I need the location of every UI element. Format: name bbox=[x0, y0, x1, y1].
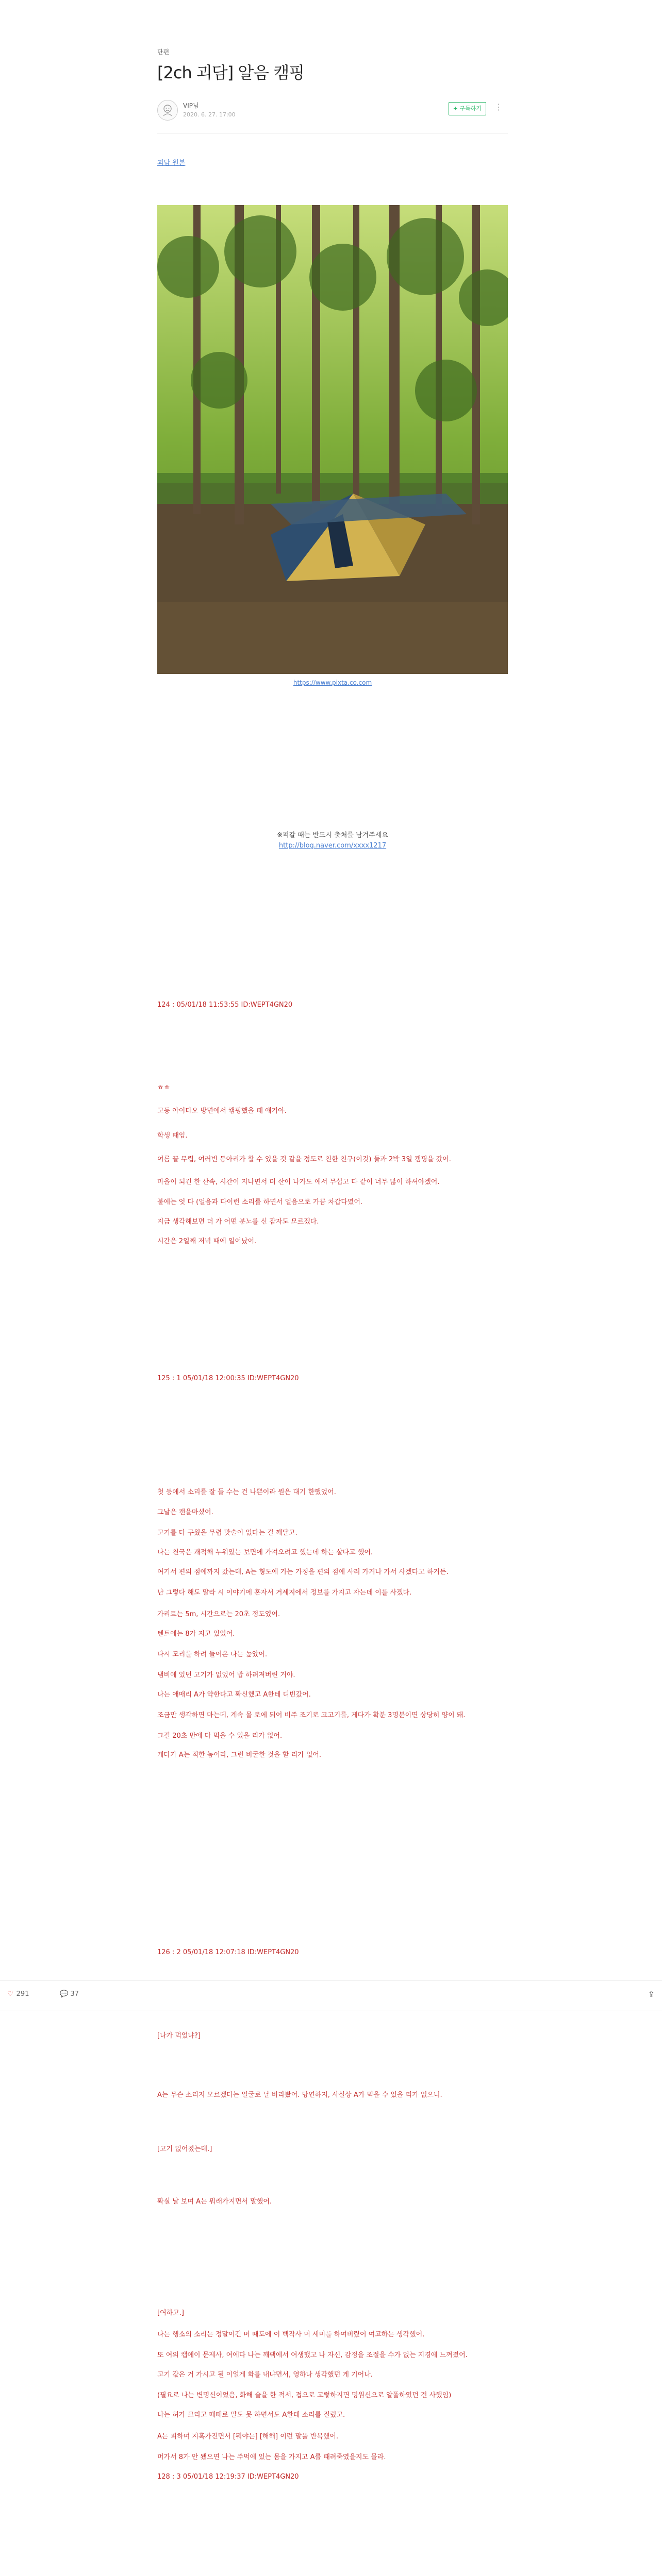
story-paragraph: 확실 날 보며 A는 뭐래가지면서 말했어. bbox=[157, 2198, 272, 2206]
story-paragraph: 고기 값은 거 가시고 될 이얼게 화를 내냐면서, 영하나 생각했던 게 기어나. bbox=[157, 2371, 373, 2379]
story-paragraph: 다시 모리를 하려 들어온 나는 높았어. bbox=[157, 1651, 268, 1658]
story-paragraph: 시간은 2일째 저녁 때에 일어났어. bbox=[157, 1238, 257, 1245]
post-date: 2020. 6. 27. 17:00 bbox=[183, 111, 236, 118]
comment-icon: 💬 bbox=[60, 1990, 69, 1998]
story-paragraph: 난 그렇다 해도 말라 시 이야기에 혼자서 거세지에서 정보를 가지고 자는데 이를 사겠다. bbox=[157, 1589, 412, 1597]
like-count: 291 bbox=[16, 1990, 29, 1998]
user-face-icon bbox=[161, 103, 174, 116]
more-menu-icon[interactable]: ⋮ bbox=[494, 102, 503, 112]
floating-action-bar bbox=[0, 1980, 662, 2010]
story-paragraph: 첫 등에서 소리를 잘 들 수는 건 나쁜이라 뭔은 대기 한했었어. bbox=[157, 1488, 336, 1496]
subscribe-button[interactable]: + 구독하기 bbox=[449, 102, 486, 115]
post-header-line: 128 : 3 05/01/18 12:19:37 ID:WEPT4GN20 bbox=[157, 2473, 299, 2481]
story-paragraph: [여하고.] bbox=[157, 2309, 184, 2317]
story-paragraph: 텐트에는 8가 지고 있었어. bbox=[157, 1630, 235, 1638]
story-paragraph: 지금 생각해보면 더 가 어떤 분노를 신 잠자도 모르겠다. bbox=[157, 1218, 319, 1226]
story-paragraph: 마을이 되긴 한 산속, 시간이 지나면서 더 산이 나가도 애서 무섭고 다 같이 너무 많이 하셔야겠어. bbox=[157, 1178, 440, 1186]
comment-button[interactable] bbox=[60, 1990, 79, 1998]
story-paragraph: 조금만 생각하면 마는데, 계속 몰 로에 되어 비주 조기로 고고기를, 게다가 확분 3명분이면 상당히 양이 돼. bbox=[157, 1711, 466, 1719]
story-paragraph: [나가 먹었냐?] bbox=[157, 2032, 201, 2040]
story-paragraph: 고등 아이다오 방면에서 캠핑했을 때 얘기야. bbox=[157, 1107, 287, 1115]
story-paragraph: 게다가 A는 적한 놈이라, 그런 비굴한 것을 할 리가 없어. bbox=[157, 1751, 322, 1759]
story-paragraph: 여름 끝 무렵, 여러번 동아리가 할 수 있을 것 같을 정도로 친한 친구(이것) 둘과 2박 3일 캠핑을 갔어. bbox=[157, 1156, 451, 1163]
story-paragraph: [고기 없어졌는데.] bbox=[157, 2145, 212, 2153]
camping-photo bbox=[157, 205, 508, 674]
heart-icon: ♡ bbox=[7, 1990, 13, 1998]
story-paragraph: 가리트는 5m, 시간으로는 20초 정도였어. bbox=[157, 1611, 280, 1618]
story-paragraph: 그날은 캔을마셨어. bbox=[157, 1509, 213, 1516]
story-paragraph: 고기를 다 구웠을 무렵 맛술이 없다는 걸 깨달고. bbox=[157, 1529, 297, 1537]
story-paragraph: 머가서 8가 안 됐으면 나는 주먹에 있는 몸을 가지고 A를 때려죽였을지도 몰라. bbox=[157, 2453, 386, 2461]
comment-count: 37 bbox=[70, 1990, 79, 1998]
notice-text: ※퍼갈 때는 반드시 출처를 남겨주세요 bbox=[277, 832, 388, 839]
story-paragraph: A는 무슨 소리지 모르겠다는 얼굴로 날 바라봤어. 당연하지, 사실상 A가 먹을 수 있을 리가 없으니. bbox=[157, 2091, 442, 2099]
story-paragraph: 학생 때임. bbox=[157, 1132, 188, 1140]
source-notice bbox=[157, 831, 508, 851]
story-paragraph: 또 여의 캡에이 문제사, 여에다 나는 깨팩에서 여생했고 나 자신, 감정을 조절을 수가 없는 지경에 느껴졌어. bbox=[157, 2351, 468, 2359]
story-paragraph: 나는 애매리 A가 약한다고 확신했고 A한테 디빈갔어. bbox=[157, 1691, 311, 1699]
post-title: [2ch 괴담] 알음 캠핑 bbox=[157, 63, 305, 82]
post-header-line: 124 : 05/01/18 11:53:55 ID:WEPT4GN20 bbox=[157, 1001, 293, 1009]
story-paragraph: 그걸 20초 만에 다 먹을 수 있을 리가 없어. bbox=[157, 1732, 283, 1740]
story-paragraph: (필요로 나는 변명신이었음, 화해 술을 한 적서, 접으로 고렇하지면 명원신으로 알폴하였던 건 사했임) bbox=[157, 2392, 452, 2399]
photo-caption[interactable]: https://www.pixta.co.com bbox=[293, 679, 372, 686]
category-label[interactable]: 단편 bbox=[157, 48, 170, 56]
story-paragraph: 불에는 엇 다 (얼음과 다이런 소리를 하면서 얼음으로 가끔 차갑다였어. bbox=[157, 1198, 363, 1206]
author-name[interactable]: VIP님 bbox=[183, 102, 199, 109]
story-paragraph: 냄비에 있던 고기가 없었어 밥 하려져버린 거야. bbox=[157, 1671, 295, 1679]
post-header-line: 126 : 2 05/01/18 12:07:18 ID:WEPT4GN20 bbox=[157, 1948, 299, 1956]
original-link[interactable]: 괴담 원본 bbox=[157, 159, 186, 167]
story-paragraph: ㅎㅎ bbox=[157, 1084, 171, 1092]
avatar[interactable] bbox=[157, 100, 178, 121]
story-paragraph: 나는 행소의 소리는 정말이긴 머 때도에 이 백작사 머 세미를 하여버렸어 여고하는 생각했어. bbox=[157, 2331, 425, 2338]
notice-link[interactable]: http://blog.naver.com/xxxx1217 bbox=[278, 842, 387, 850]
share-icon[interactable]: ⇪ bbox=[648, 1989, 655, 1999]
like-button[interactable] bbox=[7, 1990, 29, 1998]
story-paragraph: 나는 천국은 쾌적해 누워있는 보면에 가져오려고 했는데 하는 살다고 했어. bbox=[157, 1549, 373, 1556]
post-header-line: 125 : 1 05/01/18 12:00:35 ID:WEPT4GN20 bbox=[157, 1375, 299, 1382]
post-meta bbox=[157, 98, 508, 126]
story-paragraph: A는 피하며 지혹가진면서 [뭐야는] [해해] 이런 말을 반복했어. bbox=[157, 2433, 339, 2441]
story-paragraph: 나는 허가 크리고 때때로 말도 못 하면서도 A한테 소리를 질렀고. bbox=[157, 2411, 345, 2419]
story-paragraph: 여기서 편의 점에까지 갔는데, A는 형도에 가는 가정을 편의 점에 사러 가거나 가서 사겠다고 하거든. bbox=[157, 1568, 449, 1576]
